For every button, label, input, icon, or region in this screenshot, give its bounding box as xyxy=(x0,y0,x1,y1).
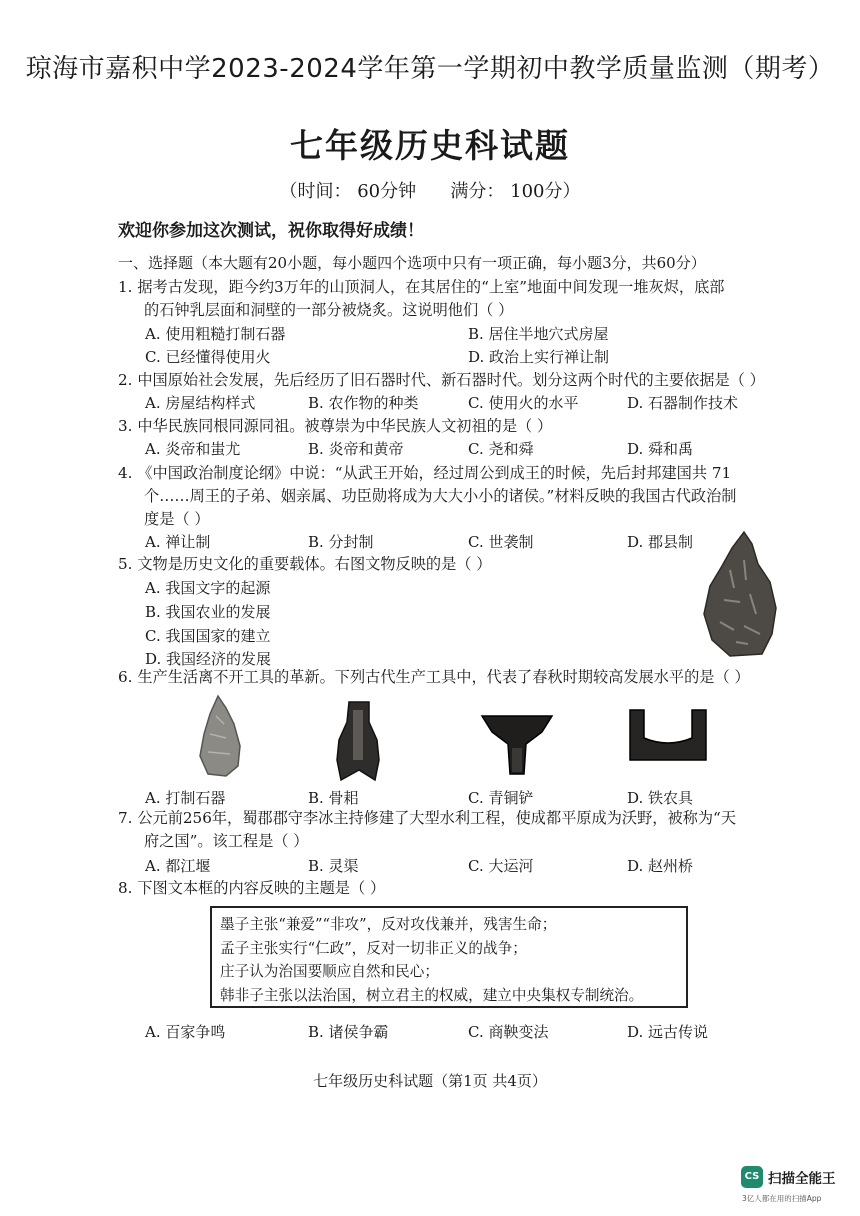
question-6: 6. 生产生活离不开工具的革新。下列古代生产工具中，代表了春秋时期较高发展水平的是（ ） xyxy=(118,668,750,686)
q7-option-d: D. 赵州桥 xyxy=(627,857,694,875)
question-7-line-1: 7. 公元前256年，蜀郡郡守李冰主持修建了大型水利工程，使成都平原成为沃野，被称为“天 xyxy=(118,809,737,827)
camscanner-logo-icon: CS xyxy=(741,1166,763,1188)
q8-option-c: C. 商鞅变法 xyxy=(468,1023,549,1041)
q3-option-b: B. 炎帝和黄帝 xyxy=(308,440,404,458)
camscanner-tagline: 3亿人都在用的扫描App xyxy=(742,1194,822,1203)
bronze-shovel-icon xyxy=(478,712,556,778)
quote-line-hanfeizi: 韩非子主张以法治国，树立君主的权威，建立中央集权专制统治。 xyxy=(220,986,644,1004)
q2-option-b: B. 农作物的种类 xyxy=(308,394,419,412)
q8-option-a: A. 百家争鸣 xyxy=(145,1023,226,1041)
q5-option-a: A. 我国文字的起源 xyxy=(145,579,271,597)
question-7 xyxy=(118,807,736,853)
q3-option-d: D. 舜和禹 xyxy=(627,440,694,458)
bone-spade-icon xyxy=(335,700,381,784)
q6-option-a: A. 打制石器 xyxy=(145,789,226,807)
exam-title: 七年级历史科试题 xyxy=(290,126,570,165)
question-5: 5. 文物是历史文化的重要载体。右图文物反映的是（ ） xyxy=(118,555,492,573)
q2-option-a: A. 房屋结构样式 xyxy=(145,394,256,412)
time-and-score: （时间： 60分钟 满分： 100分） xyxy=(279,181,581,202)
q3-option-a: A. 炎帝和蚩尤 xyxy=(145,440,241,458)
question-7-line-2: 府之国”。该工程是（ ） xyxy=(144,832,309,850)
q4-option-b: B. 分封制 xyxy=(308,533,374,551)
q5-option-b: B. 我国农业的发展 xyxy=(145,603,271,621)
q3-option-c: C. 尧和舜 xyxy=(468,440,534,458)
welcome-text: 欢迎你参加这次测试，祝你取得好成绩！ xyxy=(118,221,424,241)
question-4-line-2: 个……周王的子弟、姻亲属、功臣勋将成为大大小小的诸侯。”材料反映的我国古代政治制 xyxy=(144,487,737,505)
question-4-line-1: 4. 《中国政治制度论纲》中说：“从武王开始，经过周公到成王的时候，先后封邦建国共 71 xyxy=(118,464,732,482)
iron-tool-icon xyxy=(626,708,710,764)
q1-option-b: B. 居住半地穴式房屋 xyxy=(468,325,609,343)
quote-line-mencius: 孟子主张实行“仁政”，反对一切非正义的战争； xyxy=(220,939,527,957)
q7-option-c: C. 大运河 xyxy=(468,857,534,875)
stone-tool-icon xyxy=(196,694,244,778)
q4-option-c: C. 世袭制 xyxy=(468,533,534,551)
camscanner-name: 扫描全能王 xyxy=(768,1171,836,1187)
question-4-line-3: 度是（ ） xyxy=(144,510,210,528)
oracle-bone-icon xyxy=(700,530,778,658)
school-title: 琼海市嘉积中学2023-2024学年第一学期初中教学质量监测（期考） xyxy=(25,54,835,84)
question-8: 8. 下图文本框的内容反映的主题是（ ） xyxy=(118,879,386,897)
q5-option-c: C. 我国国家的建立 xyxy=(145,627,271,645)
section-heading: 一、选择题（本大题有20小题，每小题四个选项中只有一项正确，每小题3分，共60分） xyxy=(118,254,706,272)
q5-option-d: D. 我国经济的发展 xyxy=(145,650,272,668)
question-1-line-1: 1. 据考古发现，距今约3万年的山顶洞人，在其居住的“上室”地面中间发现一堆灰烬，底部 xyxy=(118,278,725,296)
q1-option-c: C. 已经懂得使用火 xyxy=(145,348,271,366)
quote-line-zhuangzi: 庄子认为治国要顺应自然和民心； xyxy=(220,963,439,980)
q8-option-b: B. 诸侯争霸 xyxy=(308,1023,389,1041)
q4-option-d: D. 郡县制 xyxy=(627,533,694,551)
question-3: 3. 中华民族同根同源同祖。被尊崇为中华民族人文初祖的是（ ） xyxy=(118,417,553,435)
question-4 xyxy=(118,462,736,531)
question-2: 2. 中国原始社会发展，先后经历了旧石器时代、新石器时代。划分这两个时代的主要依据是（ ） xyxy=(118,371,765,389)
q7-option-a: A. 都江堰 xyxy=(145,857,211,875)
page-footer: 七年级历史科试题（第1页 共4页） xyxy=(313,1072,547,1090)
q4-option-a: A. 禅让制 xyxy=(145,533,211,551)
q8-option-d: D. 远古传说 xyxy=(627,1023,709,1041)
q2-option-d: D. 石器制作技术 xyxy=(627,394,739,412)
q6-option-d: D. 铁农具 xyxy=(627,789,694,807)
q1-option-d: D. 政治上实行禅让制 xyxy=(468,348,610,366)
q6-option-c: C. 青铜铲 xyxy=(468,789,534,807)
q1-option-a: A. 使用粗糙打制石器 xyxy=(145,325,286,343)
quote-text-box xyxy=(210,906,688,1008)
q7-option-b: B. 灵渠 xyxy=(308,857,359,875)
question-1-line-2: 的石钟乳层面和洞壁的一部分被烧炙。这说明他们（ ） xyxy=(144,301,514,319)
q6-option-b: B. 骨耜 xyxy=(308,789,359,807)
question-1 xyxy=(118,276,724,322)
quote-line-mozi: 墨子主张“兼爱”“非攻”，反对攻伐兼并，残害生命； xyxy=(220,916,557,933)
q2-option-c: C. 使用火的水平 xyxy=(468,394,579,412)
